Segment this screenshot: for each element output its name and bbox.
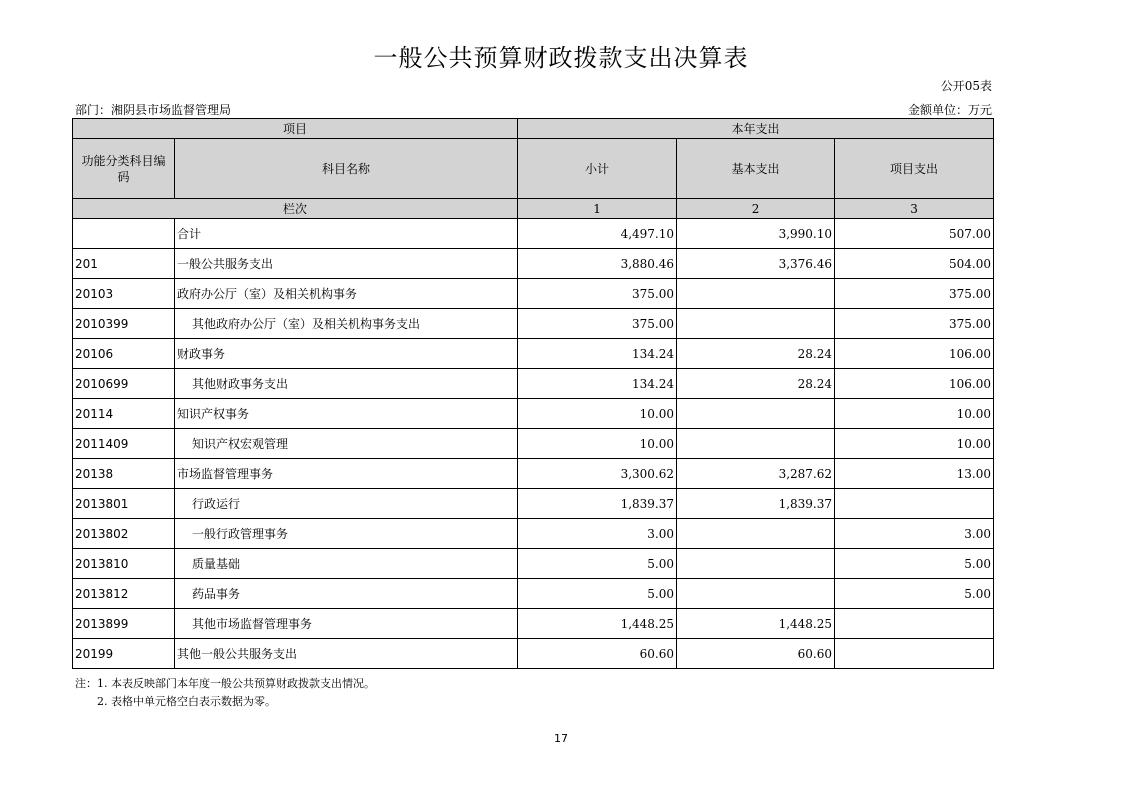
row-code: 2013899 (73, 609, 175, 639)
row-name: 一般行政管理事务 (175, 519, 518, 549)
header-project: 项目支出 (835, 139, 994, 199)
row-basic (677, 519, 835, 549)
row-basic: 3,990.10 (677, 219, 835, 249)
page-title: 一般公共预算财政拨款支出决算表 (373, 44, 749, 72)
row-project: 106.00 (835, 339, 994, 369)
table-row (73, 489, 994, 519)
row-name: 知识产权宏观管理 (175, 429, 518, 459)
header-item: 项目 (73, 119, 518, 139)
row-basic: 3,376.46 (677, 249, 835, 279)
row-project (835, 489, 994, 519)
row-name: 其他一般公共服务支出 (175, 639, 518, 669)
row-basic: 28.24 (677, 339, 835, 369)
header-col1: 1 (518, 199, 677, 219)
header-name: 科目名称 (175, 139, 518, 199)
row-basic: 28.24 (677, 369, 835, 399)
row-subtotal: 10.00 (518, 399, 677, 429)
page-number: 17 (554, 732, 568, 745)
table-row (73, 339, 994, 369)
row-code: 20103 (73, 279, 175, 309)
header-col3: 3 (835, 199, 994, 219)
row-subtotal: 375.00 (518, 279, 677, 309)
note-line-1: 注：1. 本表反映部门本年度一般公共预算财政拨款支出情况。 (75, 677, 375, 690)
row-basic: 3,287.62 (677, 459, 835, 489)
row-project: 5.00 (835, 549, 994, 579)
row-subtotal: 1,448.25 (518, 609, 677, 639)
row-basic (677, 579, 835, 609)
row-name: 知识产权事务 (175, 399, 518, 429)
header-current-year: 本年支出 (518, 119, 994, 139)
row-project: 3.00 (835, 519, 994, 549)
table-row (73, 609, 994, 639)
row-code: 201 (73, 249, 175, 279)
row-name: 合计 (175, 219, 518, 249)
row-project: 375.00 (835, 279, 994, 309)
form-number: 公开05表 (940, 79, 992, 93)
row-basic: 1,448.25 (677, 609, 835, 639)
row-project: 10.00 (835, 429, 994, 459)
header-code: 功能分类科目编码 (73, 139, 175, 199)
row-code: 2013810 (73, 549, 175, 579)
amount-unit-label: 金额单位：万元 (907, 103, 992, 117)
row-basic (677, 549, 835, 579)
table-row (73, 279, 994, 309)
row-name: 其他财政事务支出 (175, 369, 518, 399)
row-subtotal: 60.60 (518, 639, 677, 669)
row-project (835, 639, 994, 669)
row-name: 行政运行 (175, 489, 518, 519)
row-code: 20114 (73, 399, 175, 429)
row-name: 质量基础 (175, 549, 518, 579)
row-basic (677, 429, 835, 459)
table-row (73, 249, 994, 279)
row-subtotal: 4,497.10 (518, 219, 677, 249)
row-project: 504.00 (835, 249, 994, 279)
row-subtotal: 375.00 (518, 309, 677, 339)
row-name: 其他市场监督管理事务 (175, 609, 518, 639)
row-subtotal: 5.00 (518, 549, 677, 579)
row-project: 375.00 (835, 309, 994, 339)
table-row (73, 549, 994, 579)
header-subtotal: 小计 (518, 139, 677, 199)
table-row (73, 639, 994, 669)
table-row (73, 219, 994, 249)
row-basic (677, 309, 835, 339)
row-subtotal: 3.00 (518, 519, 677, 549)
row-code: 2010399 (73, 309, 175, 339)
row-code: 20106 (73, 339, 175, 369)
table-row (73, 399, 994, 429)
row-basic: 60.60 (677, 639, 835, 669)
header-basic: 基本支出 (677, 139, 835, 199)
table-row (73, 459, 994, 489)
row-project: 507.00 (835, 219, 994, 249)
row-name: 其他政府办公厅（室）及相关机构事务支出 (175, 309, 518, 339)
table-row (73, 579, 994, 609)
header-row-label: 栏次 (73, 199, 518, 219)
row-name: 财政事务 (175, 339, 518, 369)
header-col2: 2 (677, 199, 835, 219)
table-row (73, 519, 994, 549)
notes (75, 675, 375, 711)
row-subtotal: 10.00 (518, 429, 677, 459)
row-project: 10.00 (835, 399, 994, 429)
row-basic (677, 399, 835, 429)
row-basic: 1,839.37 (677, 489, 835, 519)
row-code: 2010699 (73, 369, 175, 399)
row-subtotal: 134.24 (518, 369, 677, 399)
row-code: 2013812 (73, 579, 175, 609)
department-label: 部门：湘阴县市场监督管理局 (75, 103, 232, 117)
row-name: 药品事务 (175, 579, 518, 609)
row-code (73, 219, 175, 249)
row-subtotal: 3,880.46 (518, 249, 677, 279)
row-code: 2013802 (73, 519, 175, 549)
table-row (73, 369, 994, 399)
row-name: 市场监督管理事务 (175, 459, 518, 489)
row-subtotal: 1,839.37 (518, 489, 677, 519)
row-code: 2011409 (73, 429, 175, 459)
row-code: 20138 (73, 459, 175, 489)
row-project: 13.00 (835, 459, 994, 489)
row-subtotal: 3,300.62 (518, 459, 677, 489)
row-code: 2013801 (73, 489, 175, 519)
row-project (835, 609, 994, 639)
table-row (73, 309, 994, 339)
row-project: 5.00 (835, 579, 994, 609)
table-row (73, 429, 994, 459)
expenditure-table (72, 118, 994, 669)
note-line-2: 2. 表格中单元格空白表示数据为零。 (97, 695, 276, 708)
row-name: 政府办公厅（室）及相关机构事务 (175, 279, 518, 309)
row-project: 106.00 (835, 369, 994, 399)
row-subtotal: 5.00 (518, 579, 677, 609)
row-basic (677, 279, 835, 309)
row-name: 一般公共服务支出 (175, 249, 518, 279)
row-code: 20199 (73, 639, 175, 669)
row-subtotal: 134.24 (518, 339, 677, 369)
